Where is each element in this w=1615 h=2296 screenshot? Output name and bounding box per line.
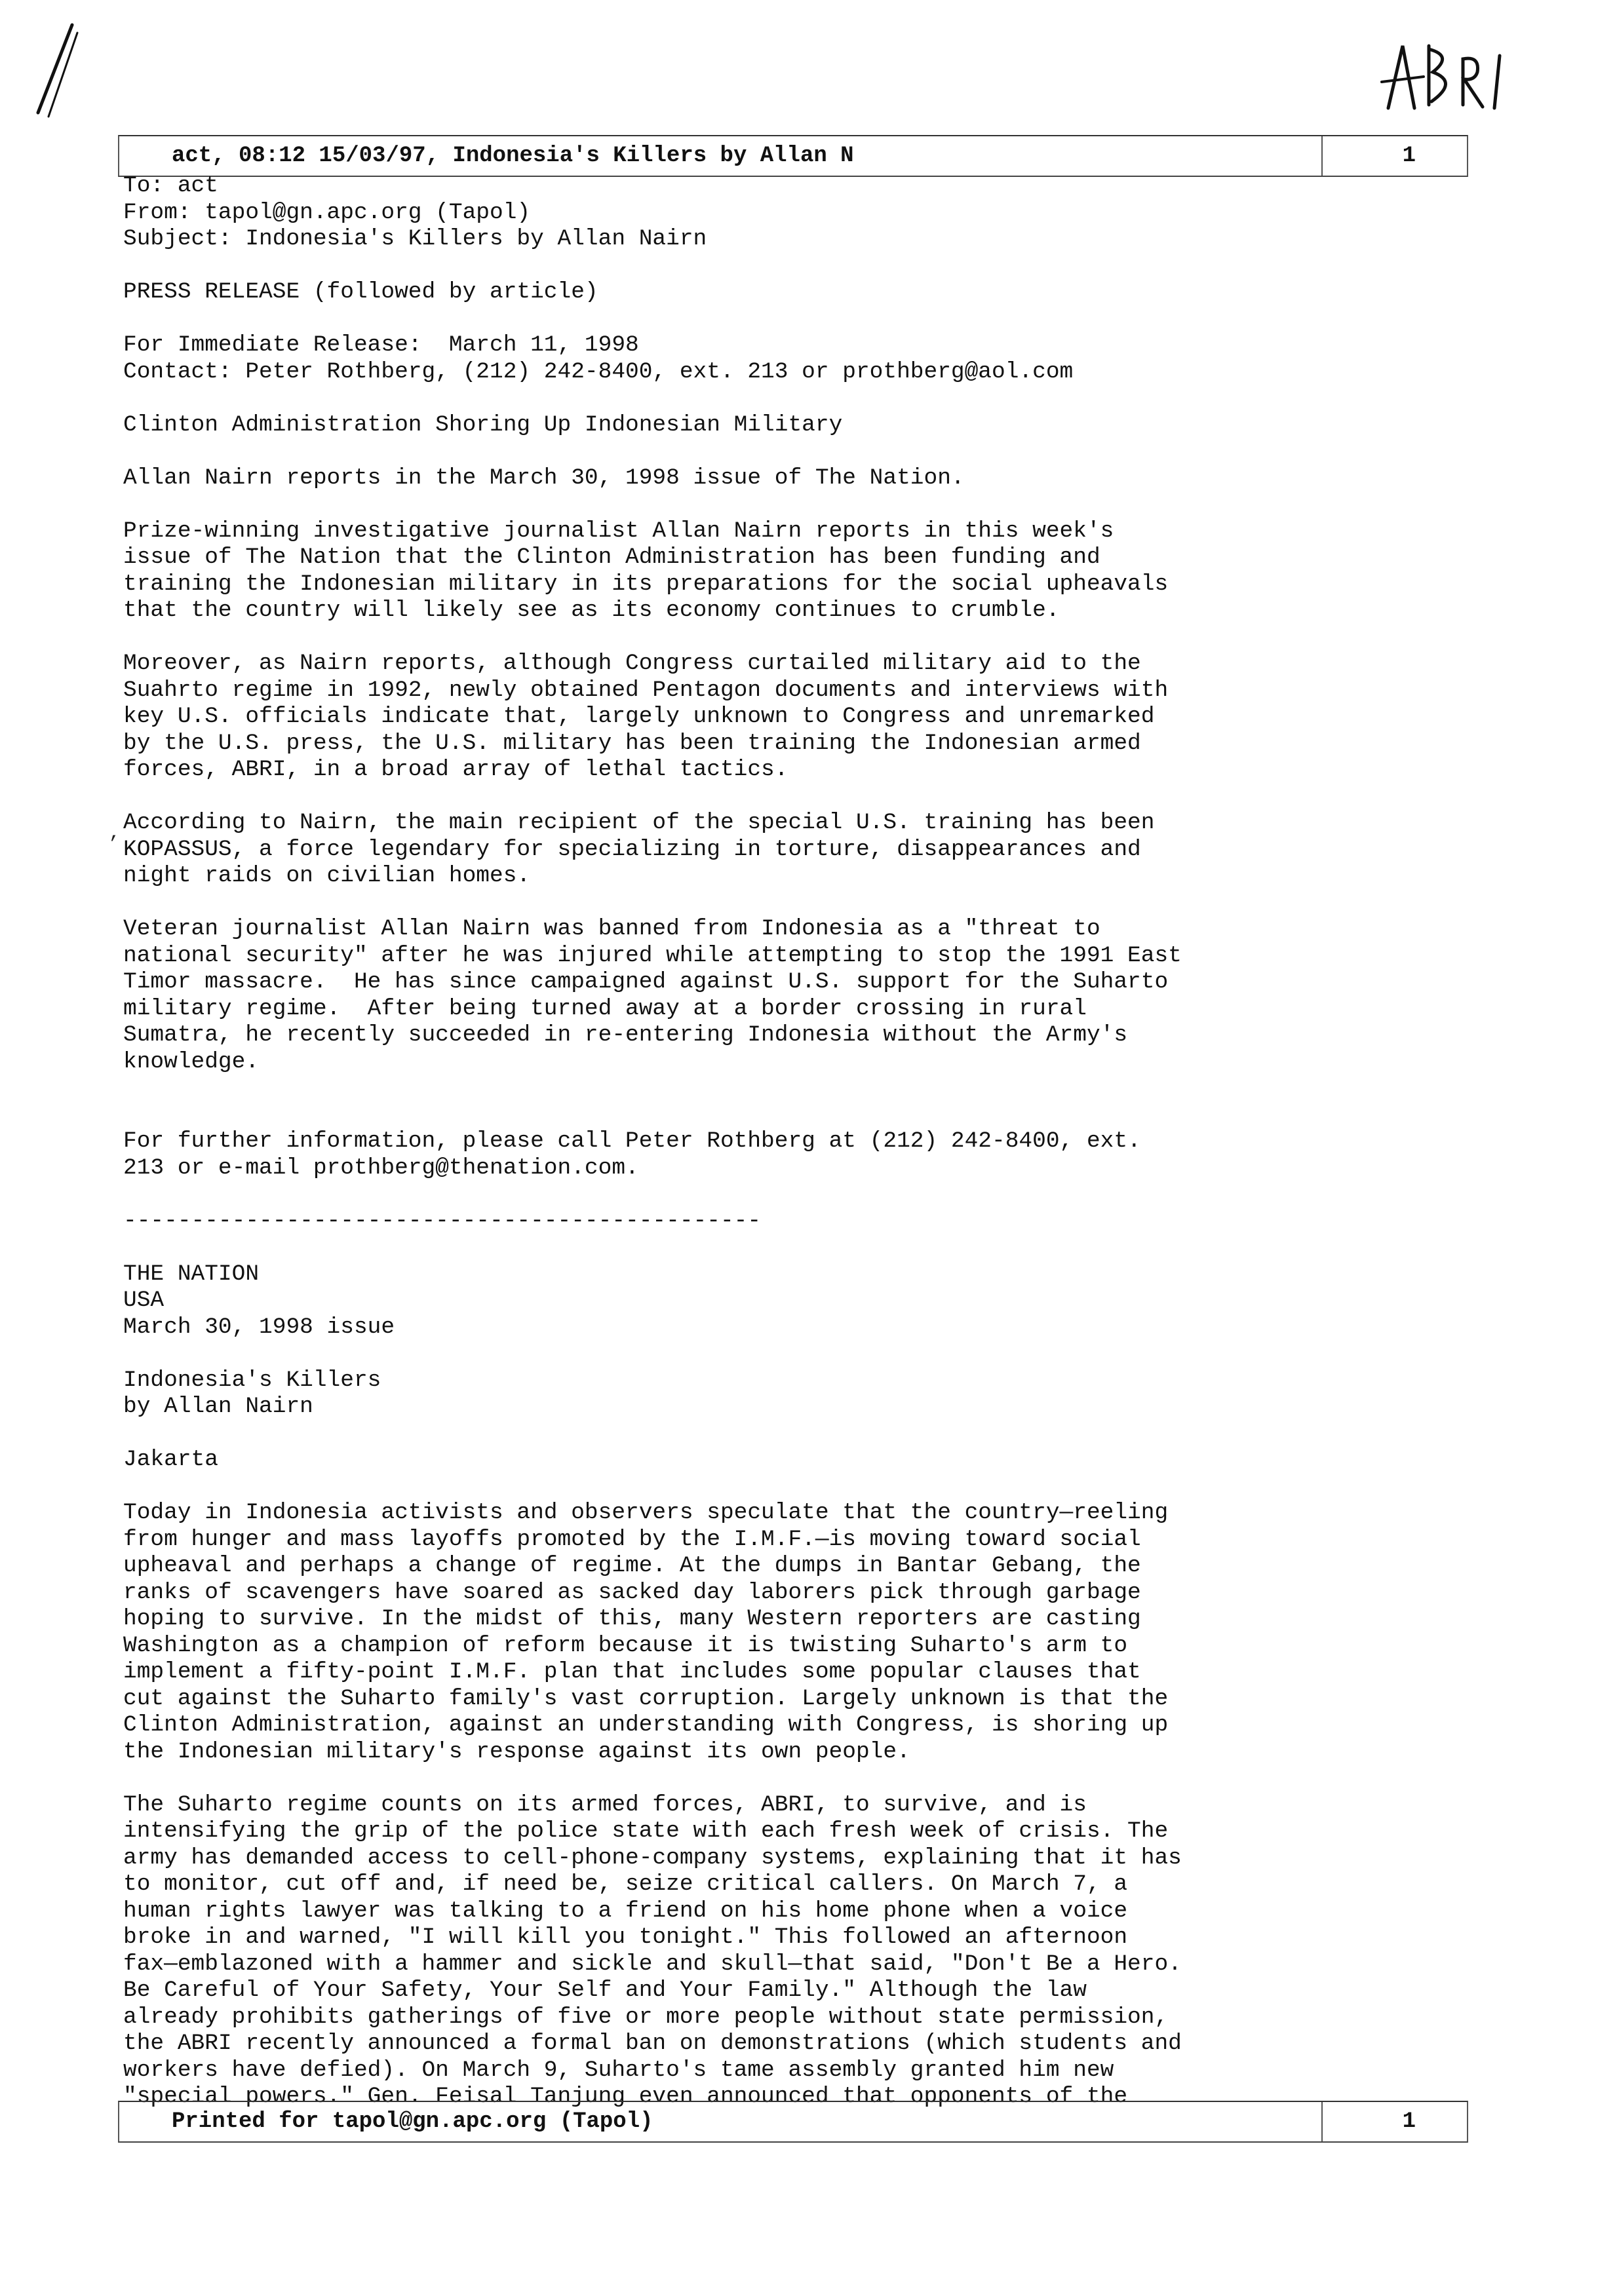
text-line: Sumatra, he recently succeeded in re-entering Indonesia without the Army's	[123, 1022, 1128, 1048]
text-line: KOPASSUS, a force legendary for specializing in torture, disappearances and	[123, 836, 1141, 862]
release-date: For Immediate Release: March 11, 1998	[123, 332, 639, 358]
text-line: from hunger and mass layoffs promoted by the I.M.F.—is moving toward social	[123, 1526, 1141, 1552]
text-line: workers have defied). On March 9, Suharto's tame assembly granted him new	[123, 2057, 1114, 2083]
text-line: ranks of scavengers have soared as sacked day laborers pick through garbage	[123, 1579, 1141, 1605]
press-paragraph-2	[123, 651, 1434, 784]
press-headline: Clinton Administration Shoring Up Indonesian Military	[123, 411, 843, 438]
text-line: intensifying the grip of the police state with each fresh week of crisis. The	[123, 1818, 1169, 1844]
text-line: fax—emblazoned with a hammer and sickle and skull—that said, "Don't Be a Hero.	[123, 1951, 1182, 1977]
press-release-label: PRESS RELEASE (followed by article)	[123, 279, 598, 305]
text-line: Washington as a champion of reform because it is twisting Suharto's arm to	[123, 1632, 1128, 1658]
text-line: Be Careful of Your Safety, Your Self and Your Family." Although the law	[123, 1978, 1087, 2003]
text-line: upheaval and perhaps a change of regime. At the dumps in Bantar Gebang, the	[123, 1553, 1141, 1578]
email-from: From: tapol@gn.apc.org (Tapol)	[123, 199, 531, 225]
text-line: Prize-winning investigative journalist Allan Nairn reports in this week's	[123, 518, 1114, 544]
press-reports-line: Allan Nairn reports in the March 30, 1998 issue of The Nation.	[123, 465, 965, 491]
text-line: Moreover, as Nairn reports, although Congress curtailed military aid to the	[123, 651, 1141, 676]
text-line: key U.S. officials indicate that, largely unknown to Congress and unremarked	[123, 704, 1155, 729]
text-line: issue of The Nation that the Clinton Administration has been funding and	[123, 545, 1100, 570]
email-subject: Subject: Indonesia's Killers by Allan Nairn	[123, 226, 707, 252]
text-line: the Indonesian military's response against its own people.	[123, 1738, 910, 1765]
separator-line: -----------------------------------------------	[123, 1208, 762, 1234]
footer-divider	[1321, 2102, 1323, 2141]
margin-tick-mark: ’	[107, 833, 120, 856]
text-line: forces, ABRI, in a broad array of lethal tactics.	[123, 757, 788, 782]
email-to: To: act	[123, 173, 218, 199]
text-line: "special powers." Gen. Feisal Tanjung even announced that opponents of the	[123, 2084, 1128, 2109]
text-line: According to Nairn, the main recipient of the special U.S. training has been	[123, 810, 1155, 835]
header-divider	[1321, 136, 1323, 176]
article-title: Indonesia's Killers	[123, 1367, 381, 1393]
footer-bar	[118, 2101, 1468, 2143]
press-paragraph-3	[123, 810, 1434, 890]
text-line: human rights lawyer was talking to a friend on his home phone when a voice	[123, 1898, 1128, 1924]
text-line: Suahrto regime in 1992, newly obtained Pentagon documents and interviews with	[123, 677, 1169, 703]
handwritten-abri-note	[1376, 36, 1508, 121]
text-line: The Suharto regime counts on its armed forces, ABRI, to survive, and is	[123, 1791, 1087, 1818]
text-line: broke in and warned, "I will kill you tonight." This followed an afternoon	[123, 1924, 1128, 1950]
text-line: already prohibits gatherings of five or more people without state permission,	[123, 2004, 1169, 2030]
text-line: night raids on civilian homes.	[123, 863, 531, 889]
text-line: that the country will likely see as its economy continues to crumble.	[123, 598, 1060, 623]
text-line: training the Indonesian military in its preparations for the social upheavals	[123, 571, 1169, 597]
text-line: Veteran journalist Allan Nairn was banned from Indonesia as a "threat to	[123, 916, 1100, 942]
text-line: knowledge.	[123, 1048, 260, 1075]
article-dateline: Jakarta	[123, 1447, 218, 1472]
article-paragraph-2	[123, 1792, 1434, 2111]
footer-text: Printed for tapol@gn.apc.org (Tapol)	[172, 2109, 653, 2134]
text-line: Today in Indonesia activists and observers speculate that the country—reeling	[123, 1500, 1169, 1525]
text-line: For further information, please call Peter Rothberg at (212) 242-8400, ext.	[123, 1128, 1141, 1154]
handwritten-slash-mark	[26, 20, 85, 118]
contact-line: Contact: Peter Rothberg, (212) 242-8400, ext. 213 or prothberg@aol.com	[123, 358, 1074, 385]
text-line: Timor massacre. He has since campaigned against U.S. support for the Suharto	[123, 969, 1169, 995]
publication-country: USA	[123, 1288, 165, 1313]
text-line: 213 or e-mail prothberg@thenation.com.	[123, 1155, 639, 1181]
text-line: Clinton Administration, against an understanding with Congress, is shoring up	[123, 1712, 1169, 1738]
text-line: army has demanded access to cell-phone-company systems, explaining that it has	[123, 1845, 1182, 1871]
issue-date: March 30, 1998 issue	[123, 1314, 395, 1340]
article-paragraph-1	[123, 1500, 1434, 1765]
document-body	[123, 173, 1434, 2111]
press-paragraph-4	[123, 916, 1434, 1075]
text-line: military regime. After being turned away at a border crossing in rural	[123, 995, 1087, 1022]
text-line: cut against the Suharto family's vast corruption. Largely unknown is that the	[123, 1685, 1169, 1712]
article-byline: by Allan Nairn	[123, 1394, 313, 1419]
publication-name: THE NATION	[123, 1261, 260, 1287]
header-page-number: 1	[1402, 144, 1416, 168]
further-information	[123, 1128, 1434, 1181]
footer-page-number: 1	[1402, 2109, 1416, 2134]
text-line: national security" after he was injured while attempting to stop the 1991 East	[123, 942, 1182, 968]
header-bar	[118, 135, 1468, 177]
text-line: by the U.S. press, the U.S. military has been training the Indonesian armed	[123, 730, 1141, 756]
text-line: hoping to survive. In the midst of this, many Western reporters are casting	[123, 1606, 1141, 1632]
text-line: the ABRI recently announced a formal ban on demonstrations (which students and	[123, 2031, 1182, 2056]
header-title: act, 08:12 15/03/97, Indonesia's Killers by Allan N	[172, 144, 854, 168]
text-line: implement a fifty-point I.M.F. plan that includes some popular clauses that	[123, 1659, 1141, 1685]
text-line: to monitor, cut off and, if need be, seize critical callers. On March 7, a	[123, 1871, 1128, 1897]
press-paragraph-1	[123, 518, 1434, 624]
